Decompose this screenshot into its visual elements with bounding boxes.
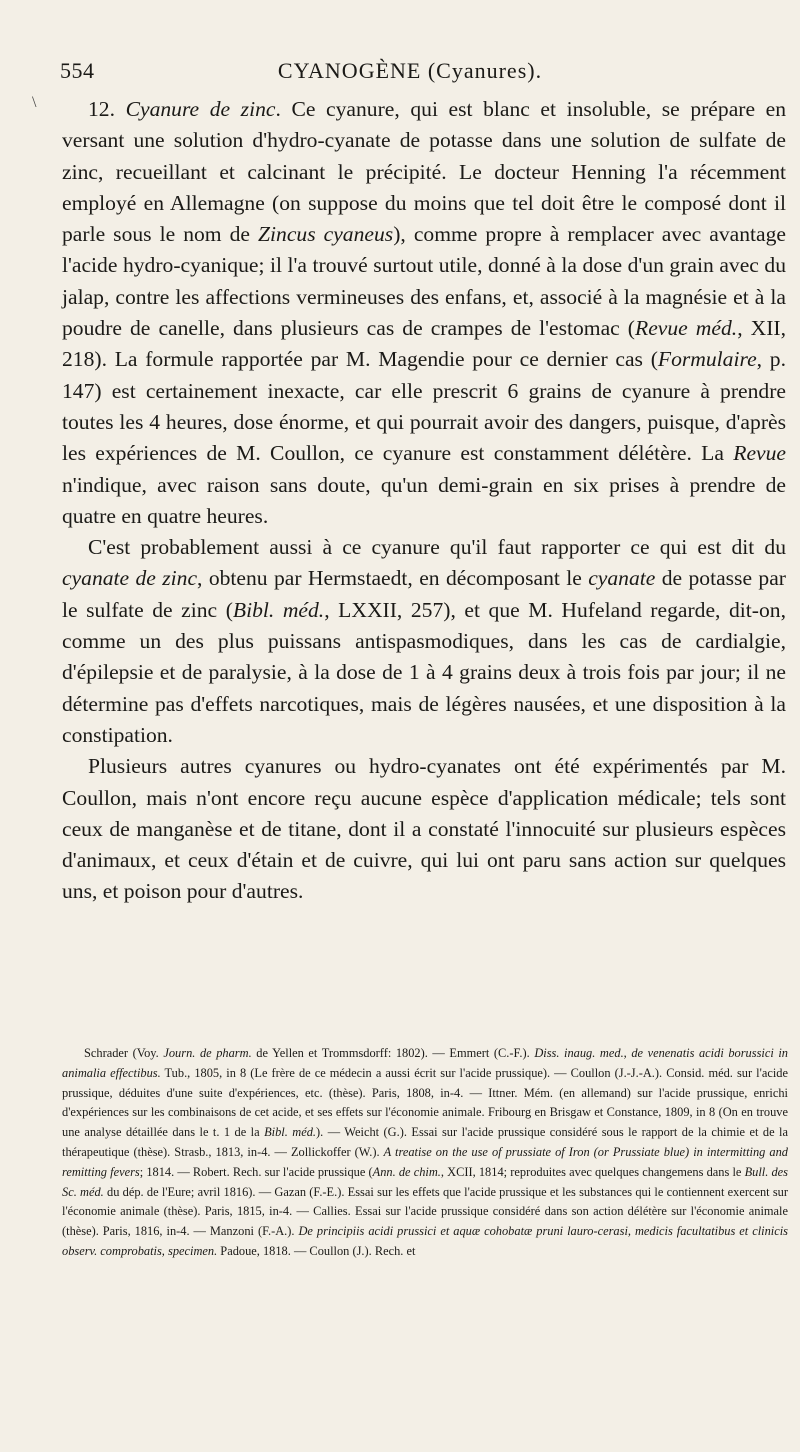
text-run: de potasse par le sulfate de zinc ( [62, 566, 786, 622]
italic-text: Cyanure de zinc [125, 97, 276, 121]
text-run: du dép. de l'Eure; avril 1816). — Gazan (F.-E.). Essai sur les effets que l'acide prussique et les substances qui le contiennent exercent sur l'économie animale (thèse). Paris, 1815, in-4. — Callies. Essai sur l'acide prussique considéré dans son action délétère sur l'économie animale (thèse). Paris, 1816, in-4. — Manzoni (F.-A.). [62, 1184, 788, 1239]
text-run: , p. 147) est certainement inexacte, car elle prescrit 6 grains de cyanure à prendre toutes les 4 heures, dose énorme, et qui pourrait avoir des dangers, puisque, d'après les expériences de M. Coullon, ce cyanure est constamment délétère. La [62, 347, 786, 466]
margin-mark: \ [32, 94, 37, 111]
text-run: n'indique, avec raison sans doute, qu'un demi-grain en six prises à prendre de quatre en quatre heures. [62, 472, 786, 528]
italic-text: Zincus cyaneus [258, 222, 394, 247]
italic-text: Ann. de chim. [372, 1164, 441, 1179]
text-run: de Yellen et Trommsdorff: 1802). — Emmert (C.-F.). [251, 1046, 535, 1060]
text-run: , XCII, 1814; reproduites avec quelques changemens dans le [440, 1164, 745, 1179]
text-run: , LXXII, 257), et que M. Hufeland regarde, dit-on, comme un des plus puissans antispasmodiques, dans les cas de cardialgie, d'épilepsie et de paralysie, à la dose de 1 à 4 grains deux à trois fois par jour; il ne détermine pas d'effets narcotiques, mais de légères nausées, et une disposition à la constipation. [62, 597, 786, 747]
running-head: CYANOGÈNE (Cyanures). [277, 58, 543, 83]
text-run: , obtenu par Hermstaedt, en décomposant le [197, 566, 589, 591]
text-run: Plusieurs autres cyanures ou hydro-cyanates ont été expérimentés par M. Coullon, mais n'ont encore reçu aucune espèce d'application médicale; tels sont ceux de manganèse et de titane, dont il a constaté l'innocuité sur plusieurs espèces d'animaux, et ceux d'étain et de cuivre, qui lui ont paru sans action sur quelques uns, et poison pour d'autres. [62, 754, 786, 904]
italic-text: De principiis acidi prussici et aquæ cohobatæ pruni lauro-cerasi, medicis facultatibus et clinicis observ. comprobatis, specimen. [62, 1224, 788, 1258]
text-run: . Ce cyanure, qui est blanc et insoluble, se prépare en versant une solution d'hydro-cyanate de potasse dans une solution de sulfate de zinc, recueillant et calcinant le précipité. Le docteur Henning l'a récemment employé en Allemagne (on suppose du moins que tel doit être le composé dont il parle sous le nom de [62, 97, 787, 247]
text-run: C'est probablement aussi à ce cyanure qu'il faut rapporter ce qui est dit du [88, 535, 786, 560]
italic-text: Diss. inaug. med., de venenatis acidi borussici in animalia effectibus. [62, 1046, 788, 1080]
text-run: Tub., 1805, in 8 (Le frère de ce médecin a aussi écrit sur l'acide prussique). — Coullon (J.-J.-A.). Consid. méd. sur l'acide prussique, déduites d'une suite d'expériences, etc. (thèse). Paris, 1808, in-4. — Ittner. Mém. (en allemand) sur l'acide prussique, enrichi d'expériences sur les combinaisons de cet acide, et ses effets sur l'économie animale. Fribourg en Brisgaw et Constance, 1809, in 8 (On en trouve une analyse détaillée dans le t. 1 de la [62, 1065, 788, 1140]
paragraph [62, 532, 786, 751]
italic-text: Journ. de pharm. [163, 1046, 252, 1060]
text-run: ; 1814. — Robert. Rech. sur l'acide prussique ( [139, 1164, 373, 1179]
italic-text: Bibl. méd. [264, 1125, 317, 1140]
body-text [62, 94, 786, 908]
italic-text: cyanate de zinc [62, 566, 198, 591]
text-run: ), comme propre à remplacer avec avantage l'acide hydro-cyanique; il l'a trouvé surtout utile, donné à la dose d'un grain avec du jalap, contre les affections vermineuses des enfans, et, associé à la magnésie et à la poudre de canelle, dans plusieurs cas de crampes de l'estomac ( [62, 222, 787, 341]
paragraph [62, 751, 786, 907]
italic-text: Bull. des Sc. méd. [62, 1164, 788, 1199]
italic-text: Formulaire [657, 347, 757, 372]
text-run: Padoue, 1818. — Coullon (J.). Rech. et [217, 1243, 416, 1258]
italic-text: cyanate [588, 566, 656, 591]
page-header [60, 58, 760, 92]
italic-text: Revue méd. [635, 316, 738, 341]
text-run: ). — Weicht (G.). Essai sur l'acide prussique considéré sous le rapport de la chimie et de la thérapeutique (thèse). Strasb., 1813, in-4. — Zollickoffer (W.). [62, 1125, 788, 1159]
paragraph [62, 94, 786, 532]
page-number: 554 [60, 58, 95, 83]
italic-text: Revue [733, 441, 786, 466]
text-run: , XII, 218). La formule rapportée par M. Magendie pour ce dernier cas ( [62, 316, 787, 372]
italic-text: Bibl. méd. [232, 597, 325, 622]
bibliography-note [62, 1044, 788, 1262]
text-run: 12. [88, 97, 126, 121]
bibliography-paragraph [62, 1044, 788, 1262]
italic-text: A treatise on the use of prussiate of Iron (or Prussiate blue) in intermitting and remitting fevers [62, 1144, 788, 1179]
text-run: Schrader (Voy. [84, 1046, 164, 1060]
